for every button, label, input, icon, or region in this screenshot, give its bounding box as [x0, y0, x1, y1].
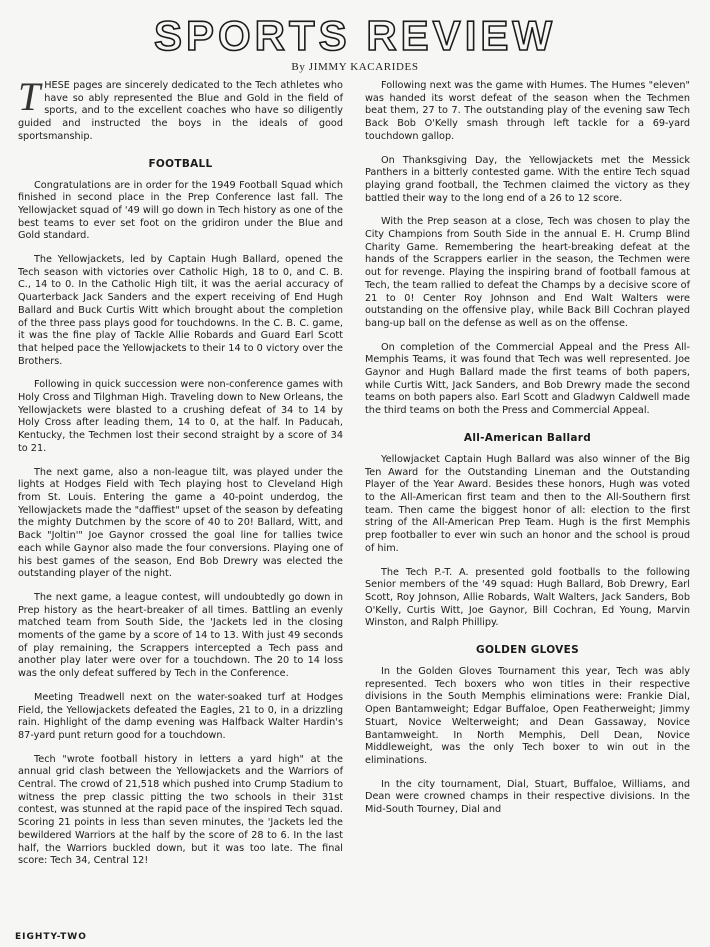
page-number: EIGHTY-TWO [15, 932, 87, 942]
football-paragraph: Congratulations are in order for the 1949 Football Squad which finished in second place in the Prep Conference last fall. The Yellowjacket squad of '49 will go down in Tech history as one of the best teams to ever set foot on the gridiron under the Blue and Gold standard. [18, 179, 343, 242]
football-paragraph: The Yellowjackets, led by Captain Hugh Ballard, opened the Tech season with victories over Catholic High, 18 to 0, and C. B. C., 14 to 0. In the Catholic High tilt, it was the aerial accuracy of Quarterback Jack Sanders and the expert receiving of End Hugh Ballard and Buck Curtis Witt which brought about the completion of the three pass plays good for touchdowns. In the C. B. C. game, it was the fine play of Tackle Allie Robards and Guard Earl Scott that helped pace the Yellowjackets to their 14 to 0 victory over the Brothers. [18, 254, 343, 367]
football-paragraph: On completion of the Commercial Appeal and the Press All-Memphis Teams, it was found that Tech was well represented. Joe Gaynor and Hugh Ballard made the first teams of both papers, while Curtis Witt, Jack Sanders, and Bob Drewry made the second teams on both papers also. Earl Scott and Gladwyn Caldwell made the third teams on both the Press and Commercial Appeal. [365, 341, 690, 417]
golden-gloves-heading: GOLDEN GLOVES [476, 644, 579, 657]
ballard-paragraph: Yellowjacket Captain Hugh Ballard was also winner of the Big Ten Award for the Outstanding Lineman and the Outstanding Player of the Year Award. Besides these honors, Hugh was voted to the All-American first team and then to the All-Southern first team. Then came the biggest honor of all: election to the first string of the All-American Prep Team. Hugh is the first Memphis prep footballer to ever win such an honor and the school is proud of him. [365, 453, 690, 554]
football-paragraph: Following in quick succession were non-conference games with Holy Cross and Tilghman High. Traveling down to New Orleans, the Yellowjackets were blasted to a crushing defeat of 34 to 14 by Holy Cross after leading them, 14 to 0, at the half. In Paducah, Kentucky, the Techmen lost their second straight by a score of 34 to 21. [18, 379, 343, 454]
football-paragraph: Meeting Treadwell next on the water-soaked turf at Hodges Field, the Yellowjackets defeated the Eagles, 21 to 0, in a drizzling rain. Highlight of the damp evening was Halfback Walter Hardin's 87-yard punt return good for a touchdown. [18, 691, 343, 741]
football-paragraph: With the Prep season at a close, Tech was chosen to play the City Champions from South Side in the annual E. H. Crump Blind Charity Game. Remembering the heart-breaking defeat at the hands of the Scrappers earlier in the season, the Techmen were out for revenge. Playing the inspiring brand of football famous at Tech, the team rallied to defeat the Champs by a decisive score of 21 to 0! Center Roy Johnson and End Walt Walters were outstanding on the offensive play, while Back Bill Cochran played bang-up ball on the defense as well as on the offense. [365, 216, 690, 329]
byline: By JIMMY KACARIDES [291, 61, 419, 73]
intro-paragraph [18, 74, 343, 144]
drop-cap: T [18, 74, 41, 119]
football-paragraph: Following next was the game with Humes. The Humes "eleven" was handed its worst defeat of the season when the Techmen beat them, 27 to 7. The outstanding play of the evening saw Tech Back Bob O'Kelly smash through left tackle for a 69-yard touchdown gallop. [365, 80, 690, 142]
golden-gloves-paragraph: In the city tournament, Dial, Stuart, Buffaloe, Williams, and Dean were crowned champs in their respective divisions. In the Mid-South Tourney, Dial and [365, 778, 690, 816]
football-heading: FOOTBALL [148, 157, 213, 170]
football-paragraph: The next game, also a non-league tilt, was played under the lights at Hodges Field with Tech playing host to Cleveland High from St. Louis. Entering the game a 40-point underdog, the Yellowjackets made the "daffiest" upset of the season by defeating the mighty Dutchmen by the score of 40 to 20! Ballard, Witt, and Back "Joltin'" Joe Gaynor crossed the goal line for tallies twice each while Gaynor also made the four conversions. Playing one of his best games of the season, End Bob Drewry was elected the outstanding player of the night. [18, 466, 343, 580]
left-column [18, 74, 343, 879]
football-paragraph: Tech "wrote football history in letters a yard high" at the annual grid clash between the Yellowjackets and the Warriors of Central. The crowd of 21,518 which pushed into Crump Stadium to witness the prep classic pitting the two schools in their 31st contest, was stunned at the rapid pace of the inspired Tech squad. Scoring 21 points in less than seven minutes, the 'Jackets led the bewildered Warriors at the half by the score of 28 to 6. In the last half, the Warriors buckled down, but it was too late. The final score: Tech 34, Central 12! [18, 753, 343, 867]
intro-text: HESE pages are sincerely dedicated to the Tech athletes who have so ably represented the Blue and Gold in the field of sports, and to the excellent coaches who have so diligently guided and instructed the boys in the ideals of good sportsmanship. [18, 80, 343, 142]
ballard-paragraph: The Tech P.-T. A. presented gold footballs to the following Senior members of the '49 squad: Hugh Ballard, Bob Drewry, Earl Scott, Roy Johnson, Allie Robards, Walt Walters, Jack Sanders, Bob O'Kelly, Curtis Witt, Joe Gaynor, Bill Cochran, Ed Young, Marvin Winston, and Ralph Phillipy. [365, 566, 690, 629]
right-column [365, 80, 690, 828]
ballard-heading: All-American Ballard [463, 431, 592, 444]
football-paragraph: The next game, a league contest, will undoubtedly go down in Prep history as the heart-breaker of all times. Battling an evenly matched team from South Side, the 'Jackets led in the closing moments of the game by a score of 14 to 13. With just 49 seconds of play remaining, the Scrappers intercepted a Tech pass and another play later were over for a touchdown. The 20 to 14 loss was the only defeat suffered by Tech in the Conference. [18, 591, 343, 680]
page-title: SPORTS REVIEW [153, 12, 557, 59]
football-paragraph: On Thanksgiving Day, the Yellowjackets met the Messick Panthers in a bitterly contested game. With the entire Tech squad playing grand football, the Techmen claimed the victory as they battled their way to the long end of a 26 to 12 score. [365, 154, 690, 204]
golden-gloves-paragraph: In the Golden Gloves Tournament this year, Tech was ably represented. Tech boxers who won titles in their respective divisions in the South Memphis eliminations were: Frankie Dial, Open Bantamweight; Edgar Buffaloe, Open Featherweight; Jimmy Stuart, Novice Welterweight; and Dean Gassaway, Novice Bantamweight. In North Memphis, Dell Dean, Novice Middleweight, was the only Tech boxer to win out in the eliminations. [365, 666, 690, 766]
